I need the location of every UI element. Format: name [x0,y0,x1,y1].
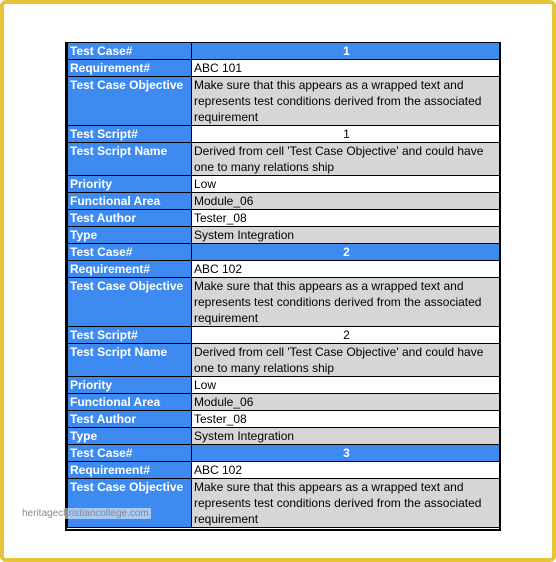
script-label: Test Script# [68,126,192,143]
test-case-label: Test Case# [68,43,192,60]
functional-area-value: Module_06 [192,193,502,210]
table-row [68,60,502,77]
script-value: 2 [192,327,502,344]
table-row [68,244,502,261]
objective-label: Test Case Objective [68,479,192,528]
objective-label: Test Case Objective [68,77,192,126]
test-case-sheet [65,42,501,531]
table-row [68,377,502,394]
table-row [68,143,502,176]
table-row [68,278,502,327]
objective-value: Make sure that this appears as a wrapped text and represents test conditions derived from the associated requirement [192,77,502,126]
objective-label: Test Case Objective [68,278,192,327]
table-row [68,227,502,244]
type-value: System Integration [192,428,502,445]
requirement-label: Requirement# [68,261,192,278]
test-case-label: Test Case# [68,244,192,261]
test-case-table [67,42,501,528]
type-value: System Integration [192,227,502,244]
table-row [68,479,502,528]
table-row [68,43,502,60]
test-case-number: 1 [192,43,502,60]
table-row [68,176,502,193]
table-row [68,327,502,344]
type-label: Type [68,227,192,244]
table-row [68,411,502,428]
author-label: Test Author [68,411,192,428]
script-value: 1 [192,126,502,143]
functional-area-value: Module_06 [192,394,502,411]
functional-area-label: Functional Area [68,193,192,210]
script-name-label: Test Script Name [68,344,192,377]
table-row [68,261,502,278]
table-row [68,344,502,377]
table-row [68,126,502,143]
requirement-label: Requirement# [68,462,192,479]
priority-label: Priority [68,377,192,394]
functional-area-label: Functional Area [68,394,192,411]
watermark-text: heritagechristiancollege.com [22,508,149,519]
priority-value: Low [192,176,502,193]
objective-value: Make sure that this appears as a wrapped text and represents test conditions derived from the associated requirement [192,479,502,528]
test-case-label: Test Case# [68,445,192,462]
script-label: Test Script# [68,327,192,344]
test-case-number: 2 [192,244,502,261]
table-row [68,445,502,462]
table-row [68,428,502,445]
table-row [68,394,502,411]
requirement-value: ABC 102 [192,462,502,479]
table-row [68,462,502,479]
table-row [68,193,502,210]
requirement-value: ABC 102 [192,261,502,278]
priority-label: Priority [68,176,192,193]
script-name-label: Test Script Name [68,143,192,176]
objective-value: Make sure that this appears as a wrapped text and represents test conditions derived from the associated requirement [192,278,502,327]
author-label: Test Author [68,210,192,227]
script-name-value: Derived from cell 'Test Case Objective' and could have one to many relations ship [192,143,502,176]
table-row [68,77,502,126]
table-row [68,210,502,227]
author-value: Tester_08 [192,411,502,428]
script-name-value: Derived from cell 'Test Case Objective' and could have one to many relations ship [192,344,502,377]
priority-value: Low [192,377,502,394]
test-case-number: 3 [192,445,502,462]
type-label: Type [68,428,192,445]
requirement-value: ABC 101 [192,60,502,77]
requirement-label: Requirement# [68,60,192,77]
author-value: Tester_08 [192,210,502,227]
